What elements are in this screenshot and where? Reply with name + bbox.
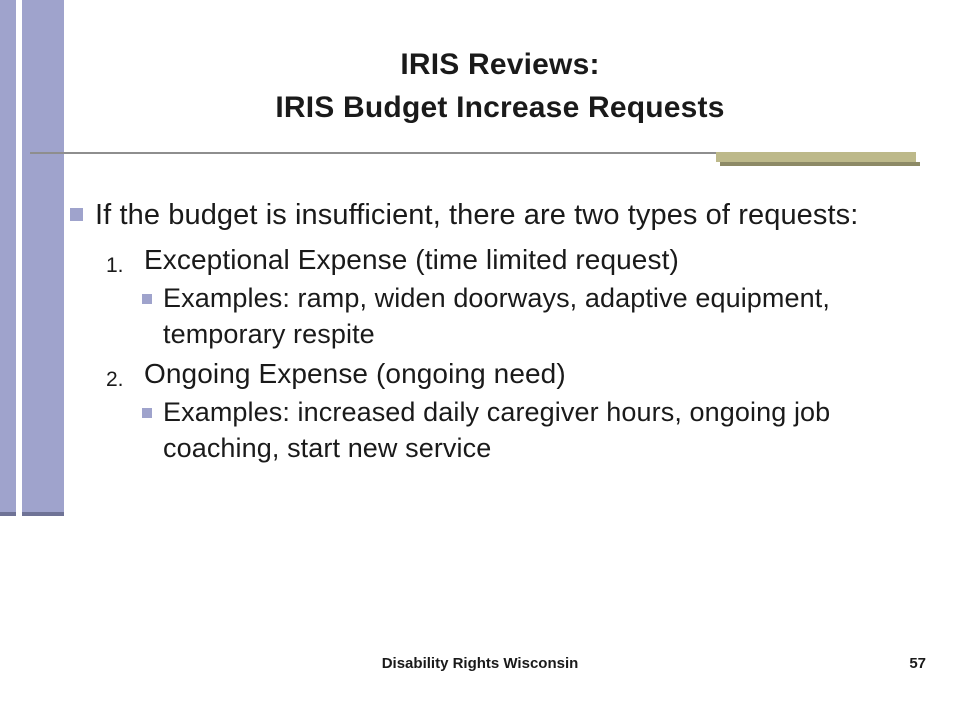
slide-body — [70, 196, 920, 469]
title-accent-bar — [716, 152, 916, 162]
list-item-text-1: Exceptional Expense (time limited request) — [144, 243, 679, 275]
list-item — [106, 355, 920, 392]
footer-page-number: 57 — [909, 655, 926, 672]
left-decorative-bar-outer-shadow — [0, 512, 16, 516]
left-decorative-bar-outer — [0, 0, 16, 512]
list-item-example-text-1: Examples: ramp, widen doorways, adaptive equipment, temporary respite — [163, 282, 830, 350]
square-bullet-icon — [70, 208, 83, 221]
slide-title — [80, 44, 920, 129]
list-item-example — [142, 394, 920, 467]
list-item-example — [142, 280, 920, 353]
left-decorative-bar-inner-shadow — [22, 512, 64, 516]
bullet-intro-text: If the budget is insufficient, there are two types of requests: — [95, 199, 859, 231]
footer-organization: Disability Rights Wisconsin — [381, 655, 579, 672]
list-item — [106, 241, 920, 278]
list-item-text-2: Ongoing Expense (ongoing need) — [144, 357, 566, 389]
list-number-1: 1. — [106, 253, 124, 277]
square-bullet-icon — [142, 294, 152, 304]
list-number-2: 2. — [106, 367, 124, 391]
slide-title-line-1: IRIS Reviews: — [400, 48, 600, 81]
left-decorative-bar-inner — [22, 0, 64, 512]
bullet-intro — [70, 196, 920, 235]
title-accent-bar-shadow — [720, 162, 920, 166]
square-bullet-icon — [142, 408, 152, 418]
list-item-example-text-2: Examples: increased daily caregiver hours, ongoing job coaching, start new service — [163, 396, 831, 464]
slide-title-line-2: IRIS Budget Increase Requests — [275, 90, 725, 124]
